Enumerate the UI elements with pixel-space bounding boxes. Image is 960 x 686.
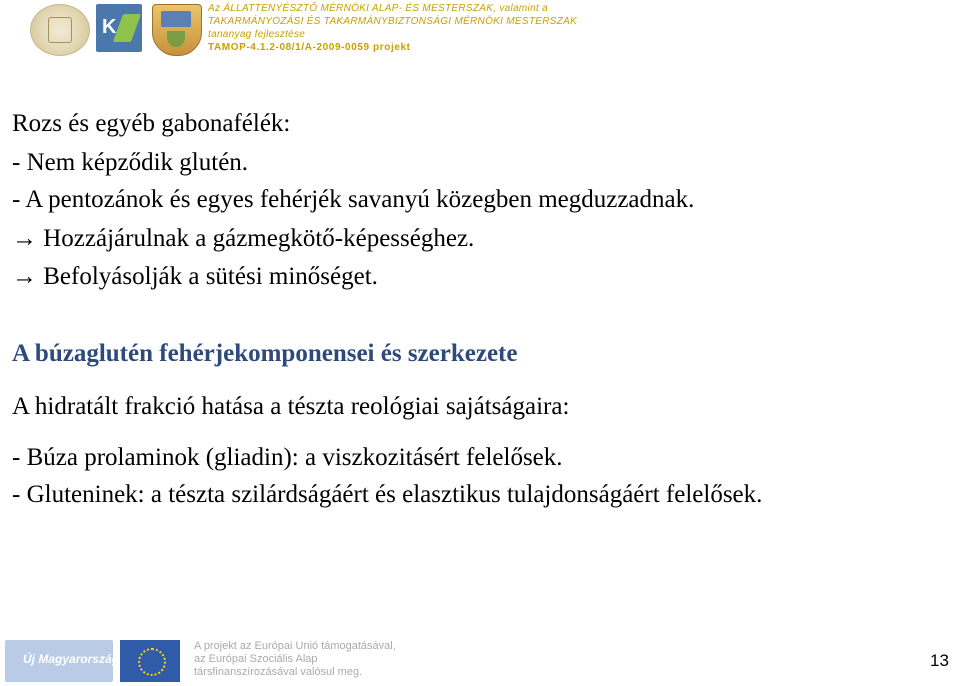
bullet-line: - Gluteninek: a tészta szilárdságáért és elasztikus tulajdonságáért felelősek.	[12, 481, 763, 508]
header-line: tananyag fejlesztése	[208, 29, 306, 40]
content-line: → Hozzájárulnak a gázmegkötő-képességhez.	[12, 225, 475, 252]
k-logo-icon: K	[96, 4, 142, 52]
intro-line: A hidratált frakció hatása a tészta reológiai sajátságaira:	[12, 393, 570, 420]
uj-magyarorszag-logo	[5, 640, 120, 682]
bullet-line: - Búza prolaminok (gliadin): a viszkozitásért felelősek.	[12, 444, 563, 471]
uj-magyarorszag-logo-text: Új Magyarország	[23, 652, 120, 666]
university-seal-icon	[30, 4, 90, 56]
content-line: → Befolyásolják a sütési minőséget.	[12, 263, 378, 290]
footer-funding-text	[194, 640, 396, 679]
header-line: TAKARMÁNYOZÁSI ÉS TAKARMÁNYBIZTONSÁGI MÉRNÖKI MESTERSZAK	[208, 16, 578, 27]
footer	[0, 636, 960, 686]
page-number: 13	[930, 651, 949, 670]
header-project-text	[208, 2, 958, 54]
coat-of-arms-icon	[152, 4, 202, 56]
header-line: Az ÁLLATTENYÉSZTŐ MÉRNÖKI ALAP- ÉS MESTERSZAK, valamint a	[208, 3, 548, 14]
footer-line: A projekt az Európai Unió támogatásával,	[194, 640, 396, 652]
content-line: - Nem képződik glutén.	[12, 149, 249, 176]
footer-line: az Európai Szociális Alap	[194, 653, 318, 665]
content-line: Rozs és egyéb gabonafélék:	[12, 110, 291, 137]
footer-line: társfinanszírozásával valósul meg.	[194, 666, 363, 678]
header	[0, 0, 960, 58]
header-project-code: TAMOP-4.1.2-08/1/A-2009-0059 projekt	[208, 42, 411, 53]
content-line: - A pentozánok és egyes fehérjék savanyú közegben megduzzadnak.	[12, 186, 695, 213]
eu-flag-icon	[120, 640, 180, 682]
section-heading: A búzaglutén fehérjekomponensei és szerkezete	[12, 340, 518, 367]
